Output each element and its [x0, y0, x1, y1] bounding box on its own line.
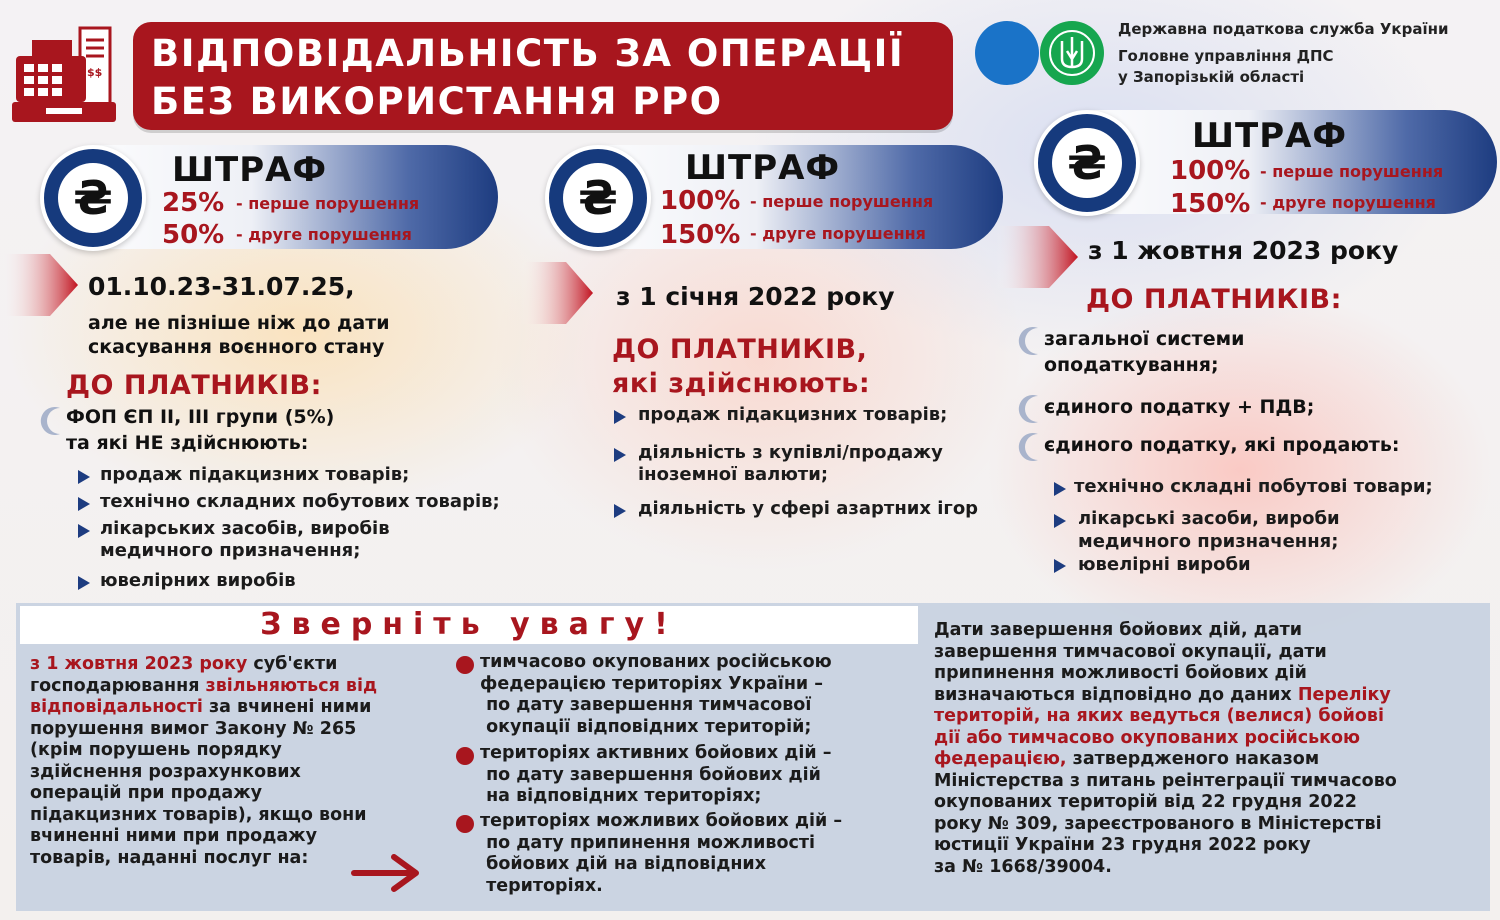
- period-1-note-2: скасування воєнного стану: [88, 336, 385, 358]
- payers-heading-3: ДО ПЛАТНИКІВ:: [1086, 284, 1342, 315]
- right-arrow-icon: [350, 852, 425, 894]
- bullet-icon: [78, 497, 90, 511]
- payers-heading-2a: ДО ПЛАТНИКІВ,: [612, 334, 868, 365]
- fine-3-second-pct: 150%: [1170, 189, 1251, 219]
- title-banner: [133, 22, 953, 130]
- bullet-icon: [78, 470, 90, 484]
- crescent-icon: [1016, 326, 1042, 356]
- list-item: діяльність з купівлі/продажу: [638, 442, 943, 463]
- payers-heading-1: ДО ПЛАТНИКІВ:: [66, 370, 322, 401]
- trident-icon: [1040, 21, 1104, 85]
- list-item: іноземної валюти;: [638, 464, 829, 485]
- fine-title-3: ШТРАФ: [1192, 116, 1348, 156]
- logo-blue-circle: [975, 21, 1039, 85]
- svg-text:$$: $$: [87, 66, 103, 79]
- crescent-icon: [1016, 394, 1042, 424]
- group-3-line-4: єдиного податку, які продають:: [1044, 434, 1400, 456]
- logo-line-1: Державна податкова служба України: [1118, 20, 1449, 38]
- fine-1-first-pct: 25%: [162, 188, 225, 218]
- fine-1-second-pct: 50%: [162, 220, 225, 250]
- fine-3-first-pct: 100%: [1170, 156, 1251, 186]
- arrow-band-3: [995, 226, 1080, 288]
- attention-middle-1: тимчасово окупованих російською федерацією територіях України – по дату завершення тимчасової окупації відповідних територій;: [480, 652, 832, 737]
- red-dot-icon: [456, 815, 474, 833]
- period-2: з 1 січня 2022 року: [616, 282, 895, 311]
- bullet-icon: [1054, 514, 1066, 528]
- group-1-line-1: ФОП ЄП ІІ, ІІІ групи (5%): [66, 406, 335, 428]
- bullet-icon: [614, 448, 626, 462]
- fine-1-second-label: - друге порушення: [236, 225, 412, 244]
- attention-heading: Зверніть увагу!: [260, 607, 678, 642]
- fine-2-second-label: - друге порушення: [750, 224, 926, 243]
- group-3-line-3: єдиного податку + ПДВ;: [1044, 396, 1315, 418]
- period-3: з 1 жовтня 2023 року: [1088, 236, 1399, 265]
- crescent-icon: [38, 406, 64, 436]
- group-3-line-2: оподаткування;: [1044, 354, 1219, 376]
- period-1-note-1: але не пізніше ніж до дати: [88, 312, 390, 334]
- list-item: лікарські засоби, вироби: [1078, 508, 1340, 529]
- bullet-icon: [1054, 559, 1066, 573]
- list-item: лікарських засобів, виробів: [100, 518, 390, 539]
- payers-heading-2b: які здійснюють:: [612, 368, 871, 399]
- logo-green-circle: [1040, 21, 1104, 85]
- attention-right-text: Дати завершення бойових дій, дати завершення тимчасової окупації, дати припинення можливості бойових дій визначаються відповідно до даних Переліку територій, на яких ведуться (велися) бойові дії або тимчасово окупованих російською федерацією, затвердженого наказом Міністерства з питань реінтеграції тимчасово окупованих територій від 22 грудня 2022 року № 309, зареєстрованого в Міністерстві юстиції України 23 грудня 2022 року за № 1668/39004.: [934, 620, 1397, 877]
- fine-title-2: ШТРАФ: [685, 148, 841, 188]
- bullet-icon: [614, 410, 626, 424]
- red-dot-icon: [456, 747, 474, 765]
- list-item: ювелірні вироби: [1078, 554, 1251, 575]
- bullet-icon: [614, 504, 626, 518]
- fine-2-second-pct: 150%: [660, 220, 741, 250]
- cash-register-icon: [10, 26, 122, 124]
- group-1-line-2: та які НЕ здійснюють:: [66, 432, 309, 454]
- fine-3-second-label: - друге порушення: [1260, 193, 1436, 212]
- attention-middle-3: територіях можливих бойових дій – по дату припинення можливості бойових дій на відповідних територіях.: [480, 811, 843, 896]
- list-item: технічно складних побутових товарів;: [100, 491, 500, 512]
- title-line-1: ВІДПОВІДАЛЬНІСТЬ ЗА ОПЕРАЦІЇ: [151, 32, 905, 75]
- hryvnia-coin-icon: ₴: [545, 145, 651, 251]
- group-3-line-1: загальної системи: [1044, 328, 1245, 350]
- arrow-band-2: [520, 262, 595, 324]
- title-line-2: БЕЗ ВИКОРИСТАННЯ РРО: [151, 80, 723, 123]
- red-dot-icon: [456, 656, 474, 674]
- list-item: діяльність у сфері азартних ігор: [638, 498, 979, 519]
- attention-middle-2: територіях активних бойових дій – по дату завершення бойових дій на відповідних територіях;: [480, 743, 832, 806]
- crescent-icon: [1016, 432, 1042, 462]
- logo-line-2: Головне управління ДПС: [1118, 47, 1334, 65]
- fine-2-first-label: - перше порушення: [750, 192, 934, 211]
- fine-3-first-label: - перше порушення: [1260, 162, 1444, 181]
- list-item: технічно складні побутові товари;: [1074, 476, 1433, 497]
- period-1: 01.10.23-31.07.25,: [88, 272, 355, 301]
- arrow-band-1: [0, 254, 80, 316]
- bullet-icon: [1054, 482, 1066, 496]
- hryvnia-coin-icon: ₴: [1034, 110, 1140, 216]
- list-item: продаж підакцизних товарів;: [638, 404, 948, 425]
- list-item: медичного призначення;: [1078, 531, 1339, 552]
- attention-left-text: з 1 жовтня 2023 року суб'єкти господарювання звільняються від відповідальності за вчинені ними порушення вимог Закону № 265 (крім порушень порядку здійснення розрахункових операцій при продажу підакцизних товарів), якщо вони вчиненні ними при продажу товарів, наданні послуг на:: [30, 654, 378, 868]
- fine-1-first-label: - перше порушення: [236, 194, 420, 213]
- list-item: продаж підакцизних товарів;: [100, 464, 410, 485]
- hryvnia-coin-icon: ₴: [40, 145, 146, 251]
- bullet-icon: [78, 576, 90, 590]
- list-item: медичного призначення;: [100, 540, 361, 561]
- fine-2-first-pct: 100%: [660, 186, 741, 216]
- bullet-icon: [78, 524, 90, 538]
- logo-line-3: у Запорізькій області: [1118, 68, 1305, 86]
- list-item: ювелірних виробів: [100, 570, 296, 591]
- fine-title-1: ШТРАФ: [172, 150, 328, 190]
